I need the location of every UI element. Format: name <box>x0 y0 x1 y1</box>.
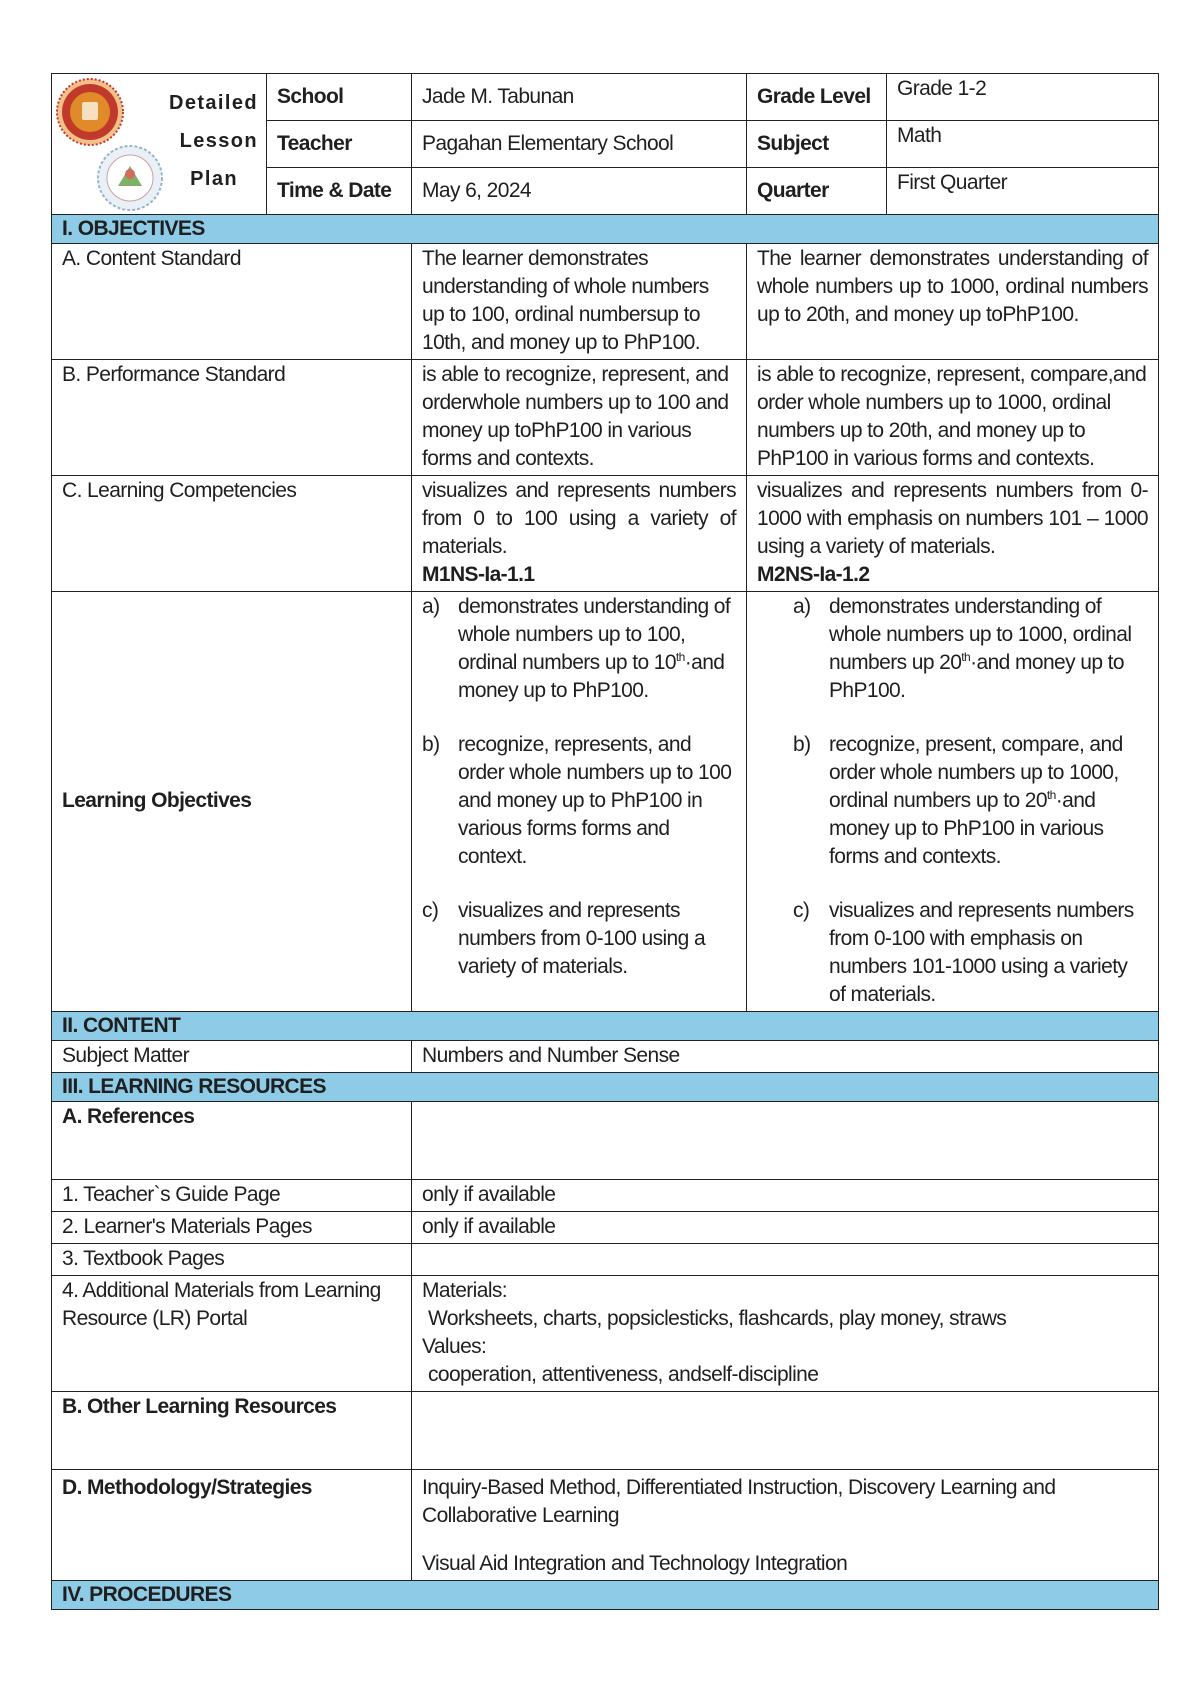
performance-standard-grade1: is able to recognize, represent, and orderwhole numbers up to 100 and money up toPhP100 in various forms and contexts. <box>412 360 747 476</box>
competencies-grade2 <box>747 476 1159 592</box>
subject-value: Math <box>887 121 1159 168</box>
performance-standard-grade2: is able to recognize, represent, compare,and order whole numbers up to 1000, ordinal numbers up to 20th, and money up to PhP100 in various forms and contexts. <box>747 360 1159 476</box>
list-spacer <box>422 705 736 731</box>
objective-list-grade2 <box>793 593 1148 1009</box>
school-seal-icon <box>57 79 123 145</box>
methodology-text-1: Inquiry-Based Method, Differentiated Instruction, Discovery Learning and Collaborative Learning <box>422 1476 1056 1527</box>
competencies-grade1 <box>412 476 747 592</box>
section-title-content: II. CONTENT <box>52 1012 1159 1041</box>
competencies-grade1-code: M1NS-Ia-1.1 <box>422 563 535 586</box>
row-additional-materials <box>52 1276 1159 1392</box>
list-item-text: visualizes and represents numbers from 0-100 with emphasis on numbers 101-1000 using a variety of materials. <box>829 899 1134 1006</box>
learners-materials-value: only if available <box>412 1212 1159 1244</box>
objective-list-grade1 <box>422 593 736 981</box>
subject-label: Subject <box>747 121 887 168</box>
list-item-text-end: ·and money up to PhP100. <box>458 651 725 702</box>
doc-title <box>148 84 258 198</box>
list-item <box>793 897 1148 1009</box>
list-marker: a) <box>793 595 811 618</box>
subject-matter-value: Numbers and Number Sense <box>412 1041 1159 1073</box>
competencies-grade1-text: visualizes and represents numbers from 0 to 100 using a variety of materials. <box>422 479 736 558</box>
section-content <box>52 1012 1159 1041</box>
learners-materials-label: 2. Learner's Materials Pages <box>52 1212 412 1244</box>
row-content-standard <box>52 244 1159 360</box>
quarter-label: Quarter <box>747 168 887 215</box>
list-marker: b) <box>422 733 440 756</box>
subject-matter-label: Subject Matter <box>52 1041 412 1073</box>
other-resources-label: B. Other Learning Resources <box>52 1392 412 1470</box>
list-item-text: visualizes and represents numbers from 0-100 using a variety of materials. <box>458 899 706 978</box>
section-title-objectives: I. OBJECTIVES <box>52 215 1159 244</box>
list-spacer <box>422 871 736 897</box>
row-subject-matter <box>52 1041 1159 1073</box>
methodology-value <box>412 1470 1159 1581</box>
row-references <box>52 1102 1159 1180</box>
list-spacer <box>793 705 1148 731</box>
textbook-pages-value <box>412 1244 1159 1276</box>
list-item-text: recognize, represents, and order whole numbers up to 100 and money up to PhP100 in various forms forms and context. <box>458 733 732 868</box>
textbook-pages-label: 3. Textbook Pages <box>52 1244 412 1276</box>
content-standard-label: A. Content Standard <box>52 244 412 360</box>
section-title-resources: III. LEARNING RESOURCES <box>52 1073 1159 1102</box>
content-standard-grade2: The learner demonstrates understanding of whole numbers up to 1000, ordinal numbers up to 20th, and money up toPhP100. <box>747 244 1159 360</box>
school-value: Jade M. Tabunan <box>412 74 747 121</box>
other-resources-value <box>412 1392 1159 1470</box>
learning-objectives-grade1 <box>412 592 747 1012</box>
teachers-guide-value: only if available <box>412 1180 1159 1212</box>
grade-level-value: Grade 1-2 <box>887 74 1159 121</box>
quarter-value: First Quarter <box>887 168 1159 215</box>
values-list: cooperation, attentiveness, andself-discipline <box>428 1363 819 1386</box>
list-item <box>422 593 736 705</box>
row-learning-competencies <box>52 476 1159 592</box>
row-teachers-guide <box>52 1180 1159 1212</box>
section-objectives <box>52 215 1159 244</box>
list-marker: a) <box>422 595 440 618</box>
section-procedures <box>52 1581 1159 1610</box>
references-value <box>412 1102 1159 1180</box>
doc-title-line-1: Detailed <box>168 92 258 114</box>
materials-heading: Materials: <box>422 1279 508 1302</box>
methodology-text-2: Visual Aid Integration and Technology Integration <box>422 1552 848 1575</box>
time-date-value: May 6, 2024 <box>412 168 747 215</box>
content-standard-grade1: The learner demonstrates understanding of whole numbers up to 100, ordinal numbersup to 10th, and money up to PhP100. <box>412 244 747 360</box>
list-spacer <box>793 871 1148 897</box>
values-heading: Values: <box>422 1335 487 1358</box>
ordinal-suffix: th <box>675 650 685 664</box>
grade-level-label: Grade Level <box>747 74 887 121</box>
methodology-label: D. Methodology/Strategies <box>52 1470 412 1581</box>
learning-objectives-grade2 <box>747 592 1159 1012</box>
time-date-label: Time & Date <box>267 168 412 215</box>
row-learning-objectives <box>52 592 1159 1012</box>
list-item-text-end: ·and money up to PhP100 in various forms and contexts. <box>829 789 1104 868</box>
additional-materials-label: 4. Additional Materials from Learning Resource (LR) Portal <box>52 1276 412 1392</box>
lesson-plan-table <box>51 73 1159 1610</box>
doc-title-line-2: Lesson <box>179 130 258 152</box>
list-marker: c) <box>793 899 810 922</box>
competencies-grade2-code: M2NS-Ia-1.2 <box>757 563 870 586</box>
performance-standard-label: B. Performance Standard <box>52 360 412 476</box>
competencies-grade2-text: visualizes and represents numbers from 0-1000 with emphasis on numbers 101 – 1000 using a variety of materials. <box>757 479 1148 558</box>
teacher-value: Pagahan Elementary School <box>412 121 747 168</box>
additional-materials-value <box>412 1276 1159 1392</box>
list-item <box>422 731 736 871</box>
ordinal-suffix: th <box>961 650 971 664</box>
row-textbook-pages <box>52 1244 1159 1276</box>
competencies-label: C. Learning Competencies <box>52 476 412 592</box>
list-item <box>793 593 1148 705</box>
section-title-procedures: IV. PROCEDURES <box>52 1581 1159 1610</box>
list-item-text: recognize, present, compare, and order whole numbers up to 1000, ordinal numbers up to 20 <box>829 733 1123 812</box>
school-label: School <box>267 74 412 121</box>
row-learners-materials <box>52 1212 1159 1244</box>
list-item-text-end: ·and money up to PhP100. <box>829 651 1124 702</box>
list-item <box>422 897 736 981</box>
list-item <box>793 731 1148 871</box>
title-logo-cell <box>52 74 267 215</box>
lesson-plan-sheet <box>51 73 1158 1610</box>
teacher-label: Teacher <box>267 121 412 168</box>
section-learning-resources <box>52 1073 1159 1102</box>
list-marker: b) <box>793 733 811 756</box>
row-methodology <box>52 1470 1159 1581</box>
doc-title-line-3: Plan <box>190 168 238 190</box>
row-performance-standard <box>52 360 1159 476</box>
methodology-spacer <box>422 1530 1148 1550</box>
references-label: A. References <box>52 1102 412 1180</box>
list-item-text: demonstrates understanding of whole numbers up to 100, ordinal numbers up to 10 <box>458 595 731 674</box>
ordinal-suffix: th <box>1046 788 1056 802</box>
list-item-text: demonstrates understanding of whole numbers up to 1000, ordinal numbers up 20 <box>829 595 1132 674</box>
learning-objectives-label: Learning Objectives <box>52 592 412 1012</box>
list-marker: c) <box>422 899 439 922</box>
header-row-school <box>52 74 1159 121</box>
materials-list: Worksheets, charts, popsiclesticks, flashcards, play money, straws <box>428 1307 1007 1330</box>
teachers-guide-label: 1. Teacher`s Guide Page <box>52 1180 412 1212</box>
row-other-resources <box>52 1392 1159 1470</box>
